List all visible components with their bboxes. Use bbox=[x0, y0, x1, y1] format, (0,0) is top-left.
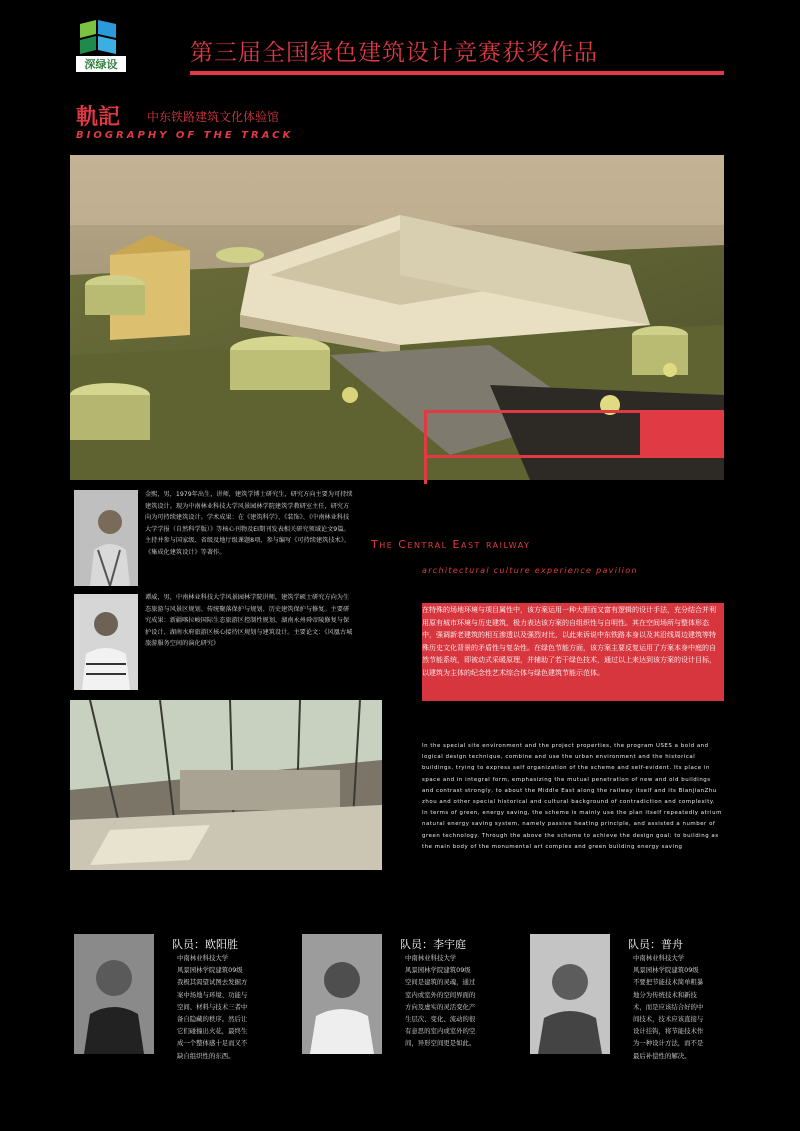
subtitle-en-line2: architectural culture experience pavilion bbox=[422, 566, 638, 575]
member-dept: 风景园林学院建筑09级 bbox=[405, 966, 471, 975]
member-name-3: 队员：普舟 bbox=[628, 938, 683, 951]
member-text-1 bbox=[177, 952, 253, 1062]
member-photo-3 bbox=[530, 934, 610, 1054]
member-photo-1 bbox=[74, 934, 154, 1054]
project-subtitle-cn: 中东铁路建筑文化体验馆 bbox=[147, 110, 280, 124]
project-title-cn: 軌記 bbox=[76, 104, 121, 130]
member-dept: 风景园林学院建筑09级 bbox=[177, 966, 243, 975]
description-cn: 在特殊的场地环境与项目属性中，该方案运用一种大胆而又富有逻辑的设计手法，充分结合并利用原有城市环境与历史建筑，极力表达该方案的自组织性与自明性。其在空间场所与整体形态中，强调新老建筑的相互渗透以及强烈对比，以此来诉说中东铁路本身以及其沿线周边建筑等特殊历史文化背景的矛盾性与复杂性。在绿色节能方面，该方案主要反复运用了方案本身中庭的自然节能系统，即被动式采暖原理，并辅助了若干绿色技术，通过以上来达到该方案的设计目标，以建筑为主体的纪念性艺术综合体与绿色建筑节能示范体。 bbox=[422, 606, 716, 677]
member-statement: 不要把节能技术简单粗暴地分为传统技术和新技术，而是应该结合好的中间技术，技术应该直接与设计挂钩，将节能技术作为一种设计方法，而不是最后补偿性的解决。 bbox=[633, 978, 704, 1060]
member-dept: 风景园林学院建筑09级 bbox=[633, 966, 699, 975]
interior-render-image bbox=[70, 700, 382, 870]
logo-text: 深绿设 bbox=[76, 56, 126, 72]
advisor-bio-2: 谭威，男，中南林业科技大学风景园林学院讲师，建筑学硕士研究方向为生态旅游与风景区规划、传统聚落保护与规划、历史建筑保护与修复。主要研究成果：新疆喀拉峻国际生态旅游区控制性规划、湖南永州舜帝陵修复与保护设计、湖南水府旅游区核心接待区规划与建筑设计。主要论文：《风凰古城旅游服务空间的演化研究》 bbox=[145, 594, 353, 647]
member-statement: 空间是建筑的灵魂，通过室内或室外的空间界面的方向及虚实的灵活变化产生层次、变化、流动的很有意思的室内或室外的空间，异形空间更是如此。 bbox=[405, 978, 476, 1048]
member-text-3 bbox=[633, 952, 709, 1062]
member-name-1: 队员：欧阳胜 bbox=[172, 938, 238, 951]
advisor-bio-1: 金熙，男，1979年出生，讲师，建筑学博士研究生，研究方向主要为可持续建筑设计。现为中南林业科技大学风景园林学院建筑学教研室主任，研究方向为可持续建筑设计。学术成果：在《建筑科学》、《装饰》、《中南林业科技大学学报（自然科学版）》等核心刊物及EI期刊发表相关研究领域论文9篇。主持并参与国家级、省级及地厅级课题8项，参与编写《可持续建筑技术》、《集成化建筑设计》等著作。 bbox=[145, 491, 353, 556]
advisor-photo-2 bbox=[74, 594, 138, 690]
description-en: In the special site environment and the project properties, the program USES a bold and logical design technique, combine and use the urban environment and the historical buildings, trying to express self organization of the scheme and self-evident. Its place in space and in integral form, emphasizing the mutual penetration of new and old buildings and contrast strongly, to about the Middle East along the railway itself and its BianjianZhu zhou and other special historical and cultural background of contradiction and complexity. In terms of green, energy saving, the scheme is mainly use the plan itself repeatedly atrium natural energy saving system, namely passive heating principle, and assisted a number of green technology. Through the above the scheme to achieve the design goal: to building as the main body of the monumental art complex and green building energy saving bbox=[422, 743, 722, 850]
member-text-2 bbox=[405, 952, 481, 1050]
member-school: 中南林业科技大学 bbox=[177, 954, 229, 962]
subtitle-en-line1: The Central East railway bbox=[371, 538, 531, 551]
decorative-red-block bbox=[640, 410, 724, 458]
member-statement: 我极其渴望试图去发掘方案中场地与环境、功能与空间、材料与技术三者中备自隐藏的秩序。然后让它们碰撞出火花，最终生成一个整体感十足而又不缺自组织性的东西。 bbox=[177, 978, 248, 1060]
title-divider bbox=[190, 71, 724, 75]
member-school: 中南林业科技大学 bbox=[405, 954, 457, 962]
advisor-photo-1 bbox=[74, 490, 138, 586]
page-title: 第三届全国绿色建筑设计竞赛获奖作品 bbox=[190, 40, 598, 66]
member-name-2: 队员：李宇庭 bbox=[400, 938, 466, 951]
project-title-en: BIOGRAPHY OF THE TRACK bbox=[76, 130, 294, 141]
logo-icon bbox=[76, 20, 126, 60]
member-photo-2 bbox=[302, 934, 382, 1054]
decorative-red-line bbox=[424, 458, 547, 484]
member-school: 中南林业科技大学 bbox=[633, 954, 685, 962]
